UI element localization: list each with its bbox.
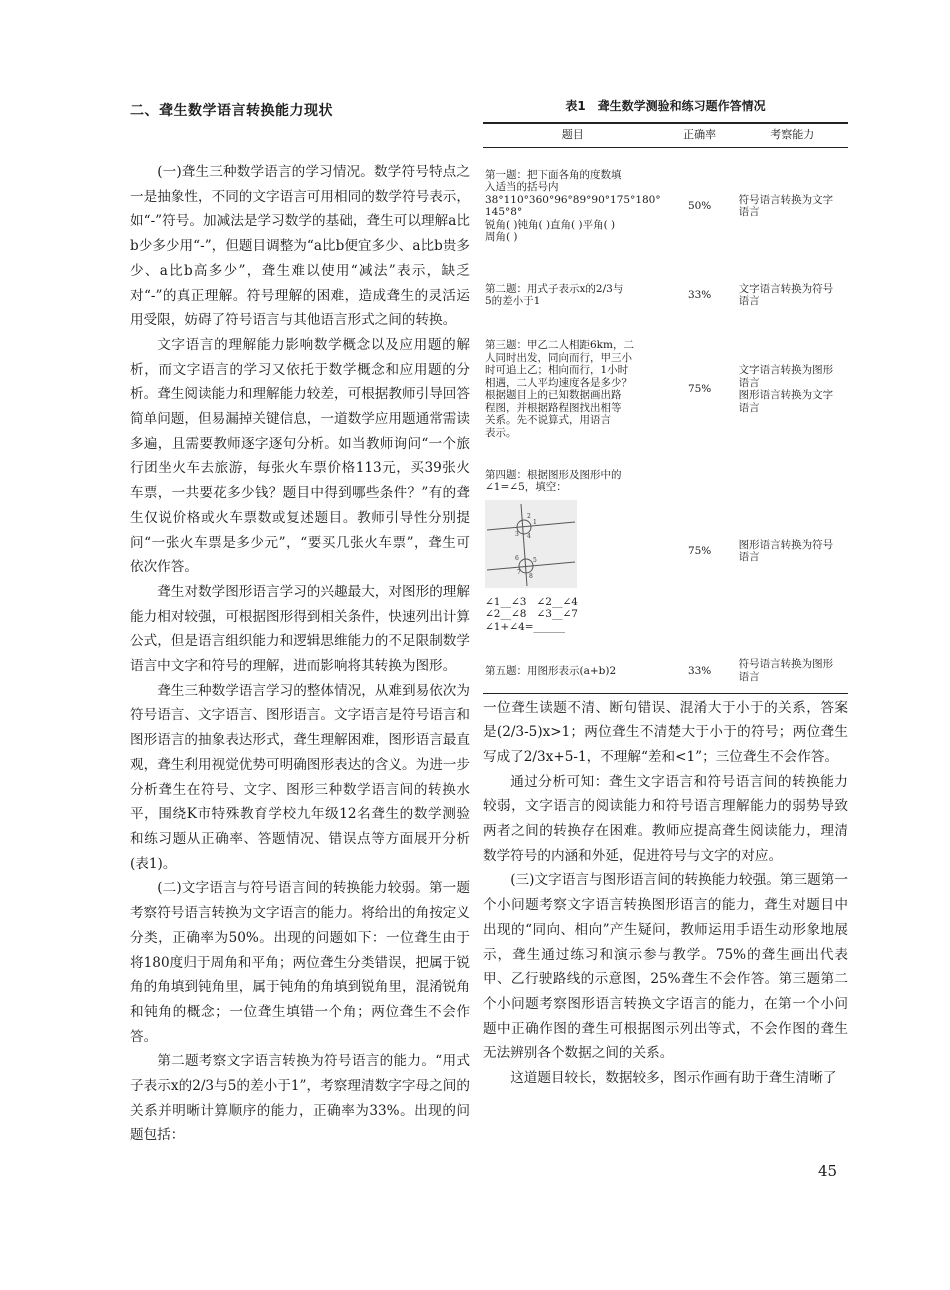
parallel-lines-figure: [485, 500, 577, 588]
page-number: 45: [818, 1162, 838, 1180]
question-cell: 第三题：甲乙二人相距6km，二 人同时出发，同向而行，甲三小 时可追上乙；相向而行，1小时 相遇，二人平均速度各是多少？ 根据题目上的已知数据画出路 程图，并根据路程图找出相等 关系。先不说算式，用语言 表示。: [485, 339, 634, 439]
table-row-4: [483, 453, 848, 649]
table-header-row: [483, 123, 848, 147]
condition-line: ∠2__∠8 ∠3__∠7: [485, 608, 578, 621]
paragraph-7: 一位聋生读题不清、断句错误、混淆大于小于的关系，答案是(2/3-5)x>1；两位聋生不清楚大于小于的符号；两位聋生写成了2/3x+5-1，不理解“差和<1”；三位聋生不会作答。: [483, 699, 848, 765]
rate-cell: 75%: [687, 382, 712, 395]
ability-cell: 文字语言转换为符号 语言: [738, 282, 834, 307]
header-ability: 考察能力: [770, 128, 815, 141]
paragraph-6: 第二题考察文字语言转换为符号语言的能力。“用式子表示x的2/3与5的差小于1”，考察理清数字字母之间的关系并明晰计算顺序的能力，正确率为33%。出现的问题包括：: [130, 1053, 470, 1144]
paragraph-10: 这道题目较长，数据较多，图示作画有助于聋生清晰了: [510, 1070, 837, 1087]
header-rate: 正确率: [683, 128, 717, 141]
question-cell: 第二题：用式子表示x的2/3与 5的差小于1: [485, 282, 624, 307]
table-row-1: [483, 147, 848, 265]
angle-label-5: 5: [533, 556, 537, 564]
table-row-2: [483, 265, 848, 325]
table-row-3: [483, 325, 848, 453]
angle-label-3: 3: [515, 530, 519, 538]
header-question: 题目: [561, 128, 584, 141]
angle-label-1: 1: [533, 518, 537, 526]
condition-line: ∠1__∠3 ∠2__∠4: [485, 595, 578, 608]
angle-label-8: 8: [529, 572, 533, 580]
paragraph-9: (三)文字语言与图形语言间的转换能力较强。第三题第一个小问题考察文字语言转换图形语言的能力，聋生对题目中出现的“同向、相向”产生疑问，教师运用手语生动形象地展示，聋生通过练习和演示参与教学。75%的聋生画出代表甲、乙行驶路线的示意图，25%聋生不会作答。第三题第二个小问题考察图形语言转换文字语言的能力，在第一个小问题中正确作图的聋生可根据图示列出等式，不会作图的聋生无法辨别各个数据之间的关系。: [483, 872, 848, 1062]
rate-cell: 75%: [687, 544, 712, 557]
angle-label-4: 4: [527, 532, 531, 540]
angle-label-6: 6: [515, 554, 519, 562]
paragraph-8: 通过分析可知：聋生文字语言和符号语言间的转换能力较弱，文字语言的阅读能力和符号语言理解能力的弱势导致两者之间的转换存在困难。教师应提高聋生阅读能力，理清数学符号的内涵和外延，促进符号与文字的对应。: [483, 773, 848, 864]
ability-cell: 图形语言转换为符号 语言: [738, 538, 834, 563]
condition-line: ∠1+∠4=______: [485, 620, 566, 633]
parallel-line-bottom: [487, 562, 575, 570]
question-cell: 第一题：把下面各角的度数填 入适当的括号内 38°110°360°96°89°90°175°180° 145°8° 锐角( )钝角( )直角( )平角( ) 周角( ): [485, 168, 661, 244]
ability-cell: 符号语言转换为图形 语言: [738, 658, 834, 683]
angle-label-7: 7: [517, 568, 521, 576]
angle-figure: [485, 500, 577, 588]
question-cell: 第五题：用图形表示(a+b)2: [485, 664, 617, 677]
ability-cell: 文字语言转换为图形 语言 图形语言转换为文字 语言: [738, 364, 834, 414]
paragraph-5: (二)文字语言与符号语言间的转换能力较弱。第一题考察符号语言转换为文字语言的能力。将给出的角按定义分类，正确率为50%。出现的问题如下：一位聋生由于将180度归于周角和平角；两位聋生分类错误，把属于锐角的角填到钝角里，属于钝角的角填到锐角里，混淆锐角和钝角的概念；一位聋生填错一个角；两位聋生不会作答。: [130, 880, 470, 1045]
section-heading: 二、聋生数学语言转换能力现状: [130, 103, 333, 119]
paragraph-4: 聋生三种数学语言学习的整体情况，从难到易依次为符号语言、文字语言、图形语言。文字语言是符号语言和图形语言的抽象表达形式，聋生理解困难，图形语言最直观，聋生利用视觉优势可明确图形表达的含义。为进一步分析聋生在符号、文字、图形三种数学语言间的转换水平，围绕K市特殊教育学校九年级12名聋生的数学测验和练习题从正确率、答题情况、错误点等方面展开分析(表1)。: [130, 682, 470, 872]
paragraph-2: 文字语言的理解能力影响数学概念以及应用题的解析，而文字语言的学习又依托于数学概念和应用题的分析。聋生阅读能力和理解能力较差，可根据教师引导回答简单问题，但易漏掉关键信息，一道数学应用题通常需读多遍，且需要教师逐字逐句分析。如当教师询问“一个旅行团坐火车去旅游，每张火车票价格113元，买39张火车票，一共要花多少钱？题目中得到哪些条件？”有的聋生仅说价格或火车票数或复述题目。教师引导性分别提问“一张火车票是多少元”，“要买几张火车票”，聋生可依次作答。: [130, 336, 470, 576]
paragraph-1: (一)聋生三种数学语言的学习情况。数学符号特点之一是抽象性，不同的文字语言可用相同的数学符号表示，如“-”符号。加减法是学习数学的基础，聋生可以理解a比b少多少用“-”，但题目调整为“a比b便宜多少、a比b贵多少、a比b高多少”，聋生难以使用“减法”表示，缺乏对“-”的真正理解。符号理解的困难，造成聋生的灵活运用受限，妨碍了符号语言与其他语言形式之间的转换。: [130, 164, 470, 329]
ability-cell: 符号语言转换为文字 语言: [738, 193, 834, 219]
table-row-5: [483, 649, 848, 693]
rate-cell: 50%: [687, 200, 712, 212]
angle-label-2: 2: [527, 512, 531, 520]
rate-cell: 33%: [687, 288, 712, 301]
left-column: [130, 92, 470, 1148]
question-cell: 第四题：根据图形及图形中的 ∠1=∠5，填空： 2 1 3 4 6 5 7 8 ∠1__∠3 ∠2__∠4 ∠2__∠8 ∠3__∠7 ∠1+∠4=______: [483, 453, 663, 649]
right-column: [483, 92, 848, 1091]
table-caption: 表1 聋生数学测验和练习题作答情况: [565, 99, 766, 113]
rate-cell: 33%: [687, 664, 712, 677]
paragraph-3: 聋生对数学图形语言学习的兴趣最大，对图形的理解能力相对较强，可根据图形得到相关条件，快速列出计算公式，但是语言组织能力和逻辑思维能力的不足限制数学语言中文字和符号的理解，进而影响将其转换为图形。: [130, 583, 470, 675]
results-table: [483, 122, 848, 694]
